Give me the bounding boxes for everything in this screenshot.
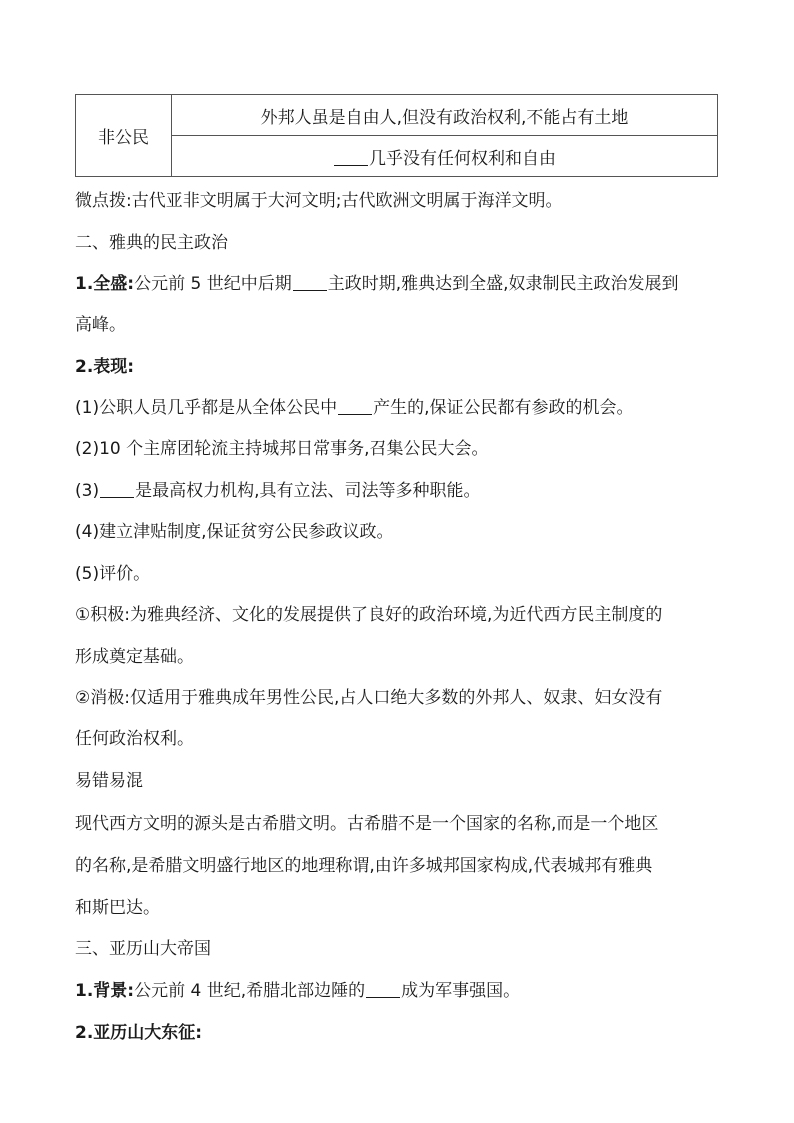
note-text: 现代西方文明的源头是古希腊文明。古希腊不是一个国家的名称,而是一个地区	[75, 814, 659, 834]
evaluation-negative-continued: 任何政治权利。	[75, 729, 194, 749]
note-heading: 易错易混	[75, 771, 143, 791]
evaluation-positive: ①积极:为雅典经济、文化的发展提供了良好的政治环境,为近代西方民主制度的	[75, 605, 663, 625]
fill-blank[interactable]	[338, 397, 372, 415]
list-item: 1.背景:公元前 4 世纪,希腊北部边陲的 成为军事强国。	[75, 981, 521, 1001]
fill-blank[interactable]	[100, 480, 134, 498]
subheading: 2.亚历山大东征:	[75, 1023, 203, 1043]
tip-note: 微点拨:古代亚非文明属于大河文明;古代欧洲文明属于海洋文明。	[75, 191, 563, 211]
fill-blank[interactable]	[334, 148, 368, 166]
section-heading: 三、亚历山大帝国	[75, 939, 211, 959]
list-item: (1)公职人员几乎都是从全体公民中 产生的,保证公民都有参政的机会。	[75, 398, 634, 418]
note-text: 和斯巴达。	[75, 898, 160, 918]
list-item: (3) 是最高权力机构,具有立法、司法等多种职能。	[75, 481, 481, 501]
evaluation-negative: ②消极:仅适用于雅典成年男性公民,占人口绝大多数的外邦人、奴隶、妇女没有	[75, 688, 663, 708]
list-item: (5)评价。	[75, 564, 151, 584]
list-item-continued: 高峰。	[75, 315, 126, 335]
fill-blank[interactable]	[366, 980, 400, 998]
evaluation-positive-continued: 形成奠定基础。	[75, 647, 194, 667]
section-heading: 二、雅典的民主政治	[75, 233, 228, 253]
list-item: 1.全盛:公元前 5 世纪中后期 主政时期,雅典达到全盛,奴隶制民主政治发展到	[75, 274, 679, 294]
list-item: (4)建立津贴制度,保证贫穷公民参政议政。	[75, 522, 394, 542]
table-row: 几乎没有任何权利和自由	[172, 136, 718, 177]
note-text: 的名称,是希腊文明盛行地区的地理称谓,由许多城邦国家构成,代表城邦有雅典	[75, 856, 653, 876]
list-item: (2)10 个主席团轮流主持城邦日常事务,召集公民大会。	[75, 439, 489, 459]
fill-blank[interactable]	[293, 273, 327, 291]
subheading: 2.表现:	[75, 357, 135, 377]
table-row: 外邦人虽是自由人,但没有政治权利,不能占有土地	[172, 95, 718, 136]
citizen-status-table	[75, 94, 718, 177]
category-cell: 非公民	[76, 95, 172, 177]
